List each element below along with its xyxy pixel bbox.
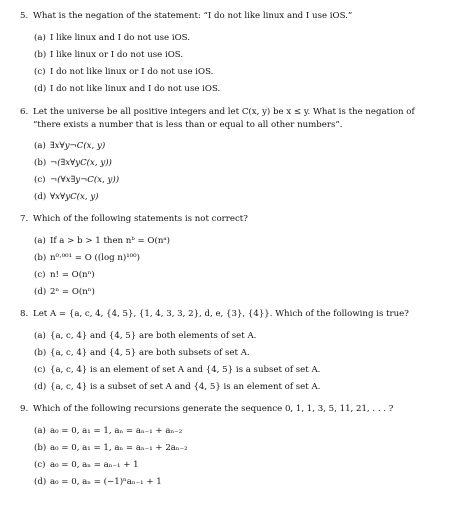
option-label: (d) (34, 192, 47, 202)
option-text: a₀ = 0, a₁ = 1, aₙ = aₙ₋₁ + 2aₙ₋₂ (50, 443, 188, 453)
option-8a (34, 331, 256, 342)
option-5a (34, 33, 190, 44)
option-text: ∃x∀y¬C(x, y) (50, 141, 106, 151)
option-6b (34, 158, 112, 169)
option-label: (b) (34, 348, 47, 358)
option-text: If a > b > 1 then nᵇ = O(nᵃ) (50, 236, 171, 246)
question-7-stem (20, 214, 248, 225)
option-text: n⁰·⁰⁰¹ = O ((log n)¹⁰⁰) (50, 253, 140, 263)
option-label: (d) (34, 477, 47, 487)
question-text: “there exists a number that is less than or equal to all other numbers”. (33, 120, 343, 130)
option-label: (a) (34, 141, 46, 151)
option-text: {a, c, 4} and {4, 5} are both elements of set A. (50, 331, 257, 341)
option-text: I like linux or I do not use iOS. (50, 50, 184, 60)
option-text: {a, c, 4} is an element of set A and {4, 5} is a subset of set A. (50, 365, 321, 375)
option-8b (34, 348, 250, 359)
option-8d (34, 382, 320, 393)
option-text: I do not like linux and I do not use iOS. (50, 84, 221, 94)
option-text: n! = O(nⁿ) (50, 270, 95, 280)
option-label: (a) (34, 426, 46, 436)
option-label: (b) (34, 253, 47, 263)
question-number: 5. (20, 11, 29, 21)
option-text: a₀ = 0, aₙ = (−1)ⁿaₙ₋₁ + 1 (50, 477, 162, 487)
option-label: (c) (34, 67, 46, 77)
option-9d (34, 477, 162, 488)
option-label: (c) (34, 365, 46, 375)
option-9b (34, 443, 188, 454)
option-text: ¬(∀x∃y¬C(x, y)) (50, 175, 120, 185)
question-text: What is the negation of the statement: “I do not like linux and I use iOS.” (33, 11, 353, 21)
option-label: (b) (34, 158, 47, 168)
option-label: (d) (34, 287, 47, 297)
option-6a (34, 141, 105, 152)
option-text: ¬(∃x∀yC(x, y)) (50, 158, 112, 168)
question-number: 8. (20, 309, 29, 319)
option-7d (34, 287, 95, 298)
question-number: 9. (20, 404, 29, 414)
question-number: 6. (20, 107, 29, 117)
question-6-stem (20, 107, 415, 118)
option-6c (34, 175, 119, 186)
question-5-stem (20, 11, 352, 22)
option-text: {a, c, 4} is a subset of set A and {4, 5} is an element of set A. (50, 382, 321, 392)
question-text: Which of the following statements is not correct? (33, 214, 248, 224)
question-9-stem (20, 404, 393, 415)
option-9c (34, 460, 139, 471)
option-label: (a) (34, 236, 46, 246)
option-label: (d) (34, 84, 47, 94)
option-label: (a) (34, 33, 46, 43)
option-text: a₀ = 0, a₁ = 1, aₙ = aₙ₋₁ + aₙ₋₂ (50, 426, 183, 436)
option-8c (34, 365, 320, 376)
option-label: (b) (34, 50, 47, 60)
question-text: Which of the following recursions generate the sequence 0, 1, 1, 3, 5, 11, 21, . . . ? (33, 404, 394, 414)
option-text: 2ⁿ = O(nⁿ) (50, 287, 95, 297)
option-5b (34, 50, 183, 61)
option-label: (d) (34, 382, 47, 392)
option-5d (34, 84, 220, 95)
option-label: (a) (34, 331, 46, 341)
question-text: Let A = {a, c, 4, {4, 5}, {1, 4, 3, 3, 2}, d, e, {3}, {4}}. Which of the following is true? (33, 309, 409, 319)
option-label: (c) (34, 270, 46, 280)
option-9a (34, 426, 182, 437)
question-number: 7. (20, 214, 29, 224)
option-7a (34, 236, 170, 247)
option-7b (34, 253, 140, 264)
option-label: (b) (34, 443, 47, 453)
option-text: {a, c, 4} and {4, 5} are both subsets of set A. (50, 348, 250, 358)
option-label: (c) (34, 175, 46, 185)
option-7c (34, 270, 95, 281)
option-5c (34, 67, 213, 78)
question-text: Let the universe be all positive integers and let C(x, y) be x ≤ y. What is the negation of (33, 107, 415, 117)
option-text: I like linux and I do not use iOS. (50, 33, 190, 43)
option-text: ∀x∀yC(x, y) (50, 192, 99, 202)
option-text: I do not like linux or I do not use iOS. (50, 67, 214, 77)
option-6d (34, 192, 99, 203)
question-8-stem (20, 309, 409, 320)
question-6-stem-continued (33, 120, 343, 131)
option-label: (c) (34, 460, 46, 470)
option-text: a₀ = 0, aₙ = aₙ₋₁ + 1 (50, 460, 139, 470)
